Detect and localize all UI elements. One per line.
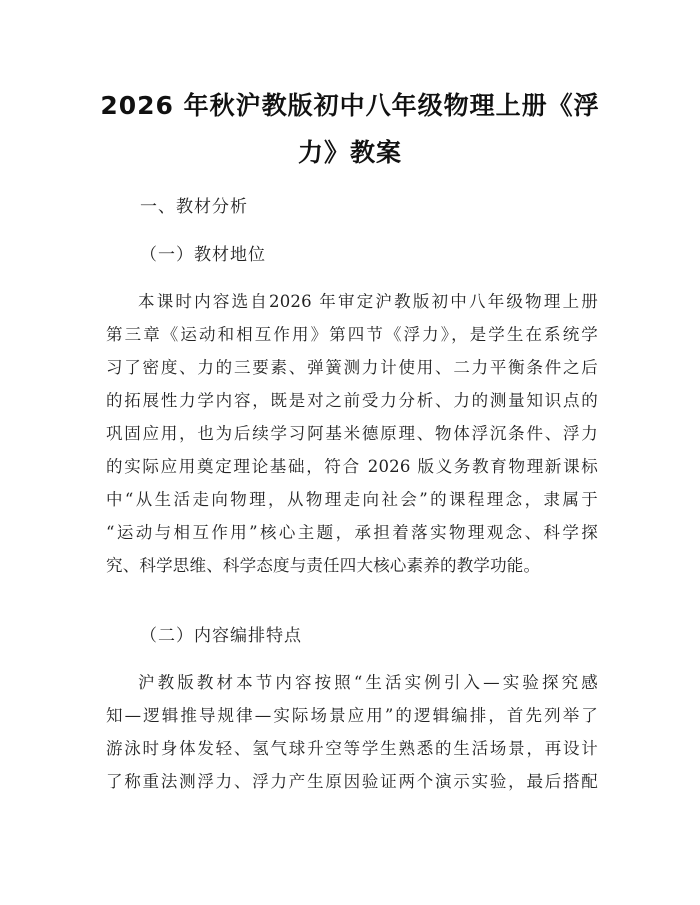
paragraph-1-line: 本课时内容选自2026 年审定沪教版初中八年级物理上册	[138, 292, 598, 311]
paragraph-1-line: 巩固应用，也为后续学习阿基米德原理、物体浮沉条件、浮力	[106, 424, 598, 443]
paragraph-1-line: 第三章《运动和相互作用》第四节《浮力》，是学生在系统学	[106, 325, 598, 344]
paragraph-1-line: 究、科学思维、科学态度与责任四大核心素养的教学功能。	[106, 556, 541, 575]
paragraph-1-line: “运动与相互作用”核心主题，承担着落实物理观念、科学探	[106, 523, 598, 542]
subsection-heading-textbook-status: （一）教材地位	[140, 245, 266, 265]
paragraph-2-line: 沪教版教材本节内容按照“生活实例引入—实验探究感	[138, 673, 598, 692]
paragraph-1-line: 中“从生活走向物理，从物理走向社会”的课程理念，隶属于	[106, 490, 598, 509]
paragraph-2-line: 游泳时身体发轻、氢气球升空等学生熟悉的生活场景，再设计	[106, 739, 598, 758]
paragraph-1-line: 的实际应用奠定理论基础，符合 2026 版义务教育物理新课标	[106, 457, 598, 476]
subsection-heading-content-arrangement: （二）内容编排特点	[140, 626, 302, 646]
paragraph-2-line: 了称重法测浮力、浮力产生原因验证两个演示实验，最后搭配	[106, 772, 598, 791]
section-heading-textbook-analysis: 一、教材分析	[140, 197, 248, 217]
document-title-line-2: 力》教案	[297, 138, 402, 167]
paragraph-2-line: 知—逻辑推导规律—实际场景应用”的逻辑编排，首先列举了	[106, 706, 598, 725]
paragraph-1-line: 习了密度、力的三要素、弹簧测力计使用、二力平衡条件之后	[106, 358, 598, 377]
document-title-line-1: 2026 年秋沪教版初中八年级物理上册《浮	[100, 91, 600, 120]
paragraph-1-line: 的拓展性力学内容，既是对之前受力分析、力的测量知识点的	[106, 391, 598, 410]
